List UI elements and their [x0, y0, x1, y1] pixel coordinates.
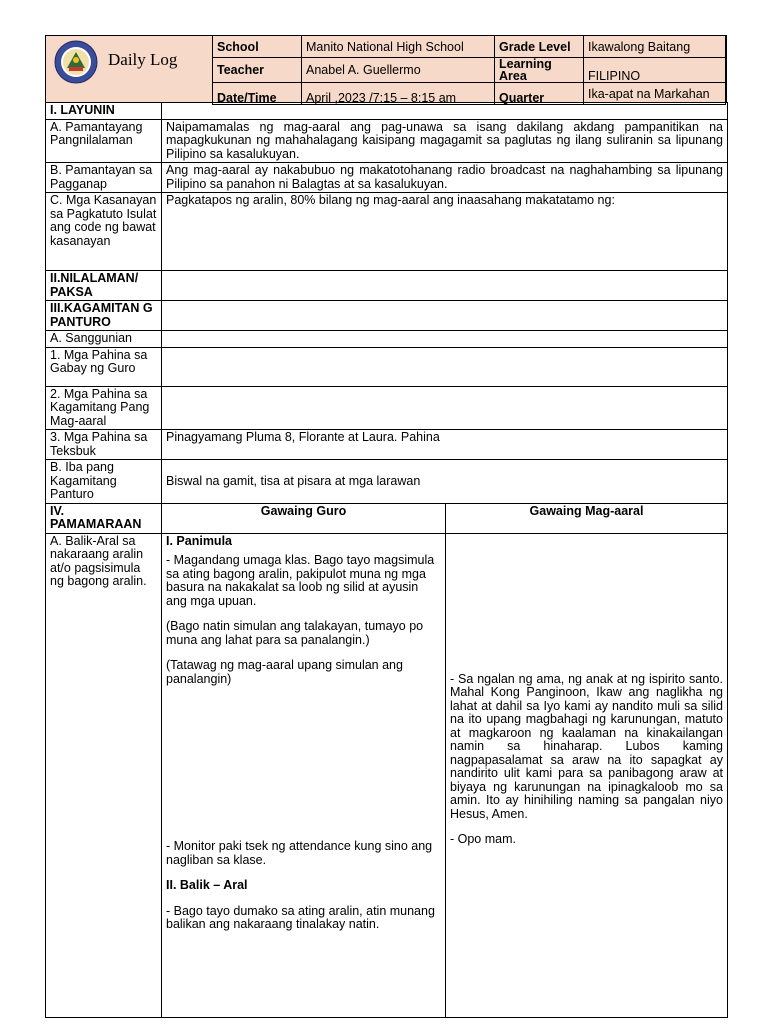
guro-spacer	[166, 698, 441, 840]
row-kagamitan-heading	[46, 301, 728, 331]
quarter-value: Ika-apat na Markahan	[584, 83, 726, 105]
kagamitan-heading: III.KAGAMITAN G PANTURO	[46, 301, 162, 331]
pamantayan-pagganap-text: Ang mag-aaral ay nakabubuo ng makatotohanang radio broadcast na naghahambing sa lipunang Pilipino sa panahon ni Balagtas at sa kasalukuyan.	[162, 163, 728, 193]
deped-seal-logo	[54, 40, 98, 84]
nilalaman-heading: II.NILALAMAN/ PAKSA	[46, 271, 162, 301]
guro-call-student: (Tatawag ng mag-aaral upang simulan ang panalangin)	[166, 658, 403, 686]
row-pamamaraan-heading	[46, 503, 728, 533]
row-pamantayan-pagganap	[46, 163, 728, 193]
date-time-label: Date/Time	[213, 83, 302, 105]
row-kasanayan	[46, 193, 728, 271]
panimula-heading: I. Panimula	[166, 533, 232, 548]
teacher-label: Teacher	[213, 58, 302, 83]
gabay-guro-text	[162, 347, 728, 386]
nilalaman-text	[162, 271, 728, 301]
row-teksbuk	[46, 430, 728, 460]
header-row-school	[213, 36, 726, 58]
sanggunian-text	[162, 331, 728, 348]
row-pamantayang-pangnilalaman	[46, 119, 728, 163]
pamantayan-pagganap-label: B. Pamantayan sa Pagganap	[46, 163, 162, 193]
row-balik-aral	[46, 533, 728, 1017]
row-gabay-guro	[46, 347, 728, 386]
kagamitang-magaaral-label: 2. Mga Pahina sa Kagamitang Pang Mag-aaral	[46, 386, 162, 430]
guro-review: - Bago tayo dumako sa ating aralin, atin munang balikan ang nakaraang tinalakay natin.	[166, 903, 435, 931]
school-label: School	[213, 36, 302, 58]
kasanayan-label: C. Mga Kasanayan sa Pagkatuto Isulat ang code ng bawat kasanayan	[46, 193, 162, 271]
teksbuk-text: Pinagyamang Pluma 8, Florante at Laura. Pahina	[162, 430, 728, 460]
guro-attendance: - Monitor paki tsek ng attendance kung sino ang nagliban sa klase.	[166, 839, 433, 867]
iba-kagamitan-text: Biswal na gamit, tisa at pisara at mga larawan	[162, 460, 728, 504]
grade-level-label: Grade Level	[495, 36, 584, 58]
pamamaraan-heading: IV. PAMAMARAAN	[46, 503, 162, 533]
magaaral-spacer	[450, 535, 723, 673]
pamantayang-pangnilalaman-label: A. Pamantayang Pangnilalaman	[46, 119, 162, 163]
magaaral-response: - Opo mam.	[450, 832, 516, 846]
gawaing-guro-cell	[162, 533, 446, 1017]
balik-aral-heading: II. Balik – Aral	[166, 878, 248, 892]
kagamitang-magaaral-text	[162, 386, 728, 430]
gawaing-magaaral-header: Gawaing Mag-aaral	[446, 503, 728, 533]
guro-prayer-intro: (Bago natin simulan ang talakayan, tumayo po muna ang lahat para sa panalangin.)	[166, 619, 424, 647]
log-header	[45, 35, 727, 103]
layunin-heading-blank	[162, 103, 728, 120]
pamantayang-pangnilalaman-text: Naipamamalas ng mag-aaral ang pag-unawa sa isang dakilang akdang pampanitikan na mapagkukunan ng mahahalagang kaisipang magagamit sa paglutas ng ilang suliranin sa lipunang Pilipino sa kasalukuyan.	[162, 119, 728, 163]
guro-greeting: - Magandang umaga klas. Bago tayo magsimula sa ating bagong aralin, pakipulot muna ng mga basura na nakakalat sa loob ng silid at ayusin ang mga upuan.	[166, 553, 435, 608]
teacher-value: Anabel A. Guellermo	[302, 58, 495, 83]
learning-area-label: Learning Area	[495, 58, 584, 83]
gawaing-guro-header: Gawaing Guro	[162, 503, 446, 533]
row-kagamitang-magaaral	[46, 386, 728, 430]
gawaing-magaaral-cell	[446, 533, 728, 1017]
row-sanggunian	[46, 331, 728, 348]
school-value: Manito National High School	[302, 36, 495, 58]
header-info-table	[212, 35, 726, 105]
learning-area-value: FILIPINO	[584, 58, 726, 83]
magaaral-prayer: - Sa ngalan ng ama, ng anak at ng ispirito santo. Mahal Kong Panginoon, Ikaw ang naglikha ng lahat at dahil sa Iyo kami ay nandito muli sa silid na ito upang magbahagi ng karunungan, matuto at magkaroon ng kaalaman na kinakailangan namin sa hinaharap. Lubos kaming nagpapasalamat sa araw na ito sapagkat ay nandirito ulit kami para sa panibagong araw at biyaya ng karunungan na ipinagkaloob mo sa amin. Ito ay hinihiling naming sa pangalan niyo Hesus, Amen.	[450, 671, 723, 821]
row-layunin-heading	[46, 103, 728, 120]
date-time-value: April ,2023 /7:15 – 8:15 am	[302, 83, 495, 105]
header-row-teacher	[213, 58, 726, 83]
layunin-heading: I. LAYUNIN	[46, 103, 162, 120]
row-nilalaman	[46, 271, 728, 301]
kagamitan-heading-blank	[162, 301, 728, 331]
teksbuk-label: 3. Mga Pahina sa Teksbuk	[46, 430, 162, 460]
daily-log-title: Daily Log	[108, 50, 178, 69]
quarter-label: Quarter	[495, 83, 584, 105]
kasanayan-text: Pagkatapos ng aralin, 80% bilang ng mag-aaral ang inaasahang makatatamo ng:	[162, 193, 728, 271]
grade-level-value: Ikawalong Baitang	[584, 36, 726, 58]
iba-kagamitan-label: B. Iba pang Kagamitang Panturo	[46, 460, 162, 504]
sanggunian-label: A. Sanggunian	[46, 331, 162, 348]
balik-aral-label: A. Balik-Aral sa nakaraang aralin at/o pagsisimula ng bagong aralin.	[46, 533, 162, 1017]
row-iba-kagamitan	[46, 460, 728, 504]
gabay-guro-label: 1. Mga Pahina sa Gabay ng Guro	[46, 347, 162, 386]
lesson-plan-table	[45, 102, 728, 1018]
